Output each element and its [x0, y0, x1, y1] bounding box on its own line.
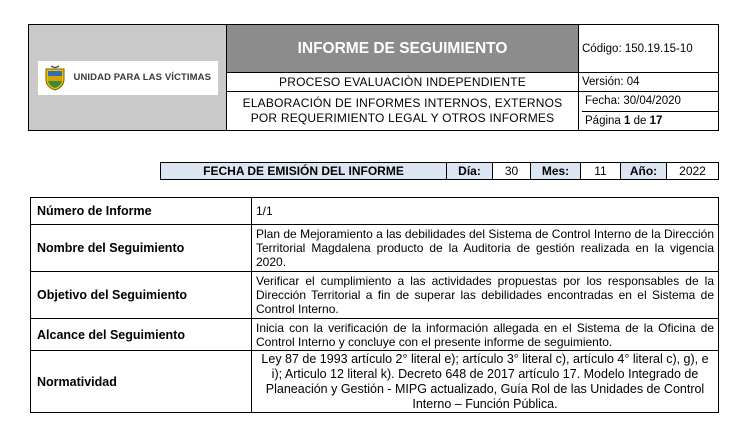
- row-value: Plan de Mejoramiento a las debilidades del Sistema de Control Interno de la Dirección Territorial Magdalena producto de la Auditoria de gestión realizada en la vigencia 2020.: [252, 225, 719, 272]
- table-row: [31, 351, 719, 413]
- row-key: Alcance del Seguimiento: [31, 319, 252, 351]
- table-row: [31, 272, 719, 319]
- elaboration-text: [227, 92, 579, 131]
- row-key: Número de Informe: [31, 198, 252, 225]
- code-value: 150.19.15-10: [624, 42, 693, 55]
- year-label: Año:: [621, 163, 667, 180]
- version-label: Versión:: [582, 76, 624, 88]
- table-row: [31, 319, 719, 351]
- emission-date-bar: [160, 162, 718, 180]
- row-value: Ley 87 de 1993 artículo 2° literal e); artículo 3° literal c), artículo 4° literal c), g), e i); Articulo 12 literal k). Decreto 648 de 2017 artículo 17. Modelo Integrado de Planeación y Gestión - MIPG actualizado, Guía Rol de las Unidades de Control Interno – Función Pública.: [252, 351, 719, 413]
- day-value: 30: [493, 163, 531, 180]
- unidad-victimas-logo: [38, 61, 218, 95]
- page-current: 1: [624, 115, 631, 127]
- document-header: [28, 24, 718, 128]
- emission-label: FECHA DE EMISIÓN DEL INFORME: [161, 163, 447, 180]
- coat-of-arms-icon: [44, 65, 66, 91]
- row-value: Inicia con la verificación de la información allegada en el Sistema de la Oficina de Control Interno y concluye con el presente informe de seguimiento.: [252, 319, 719, 351]
- date-value: 30/04/2020: [623, 95, 681, 107]
- version-value: 04: [626, 76, 640, 88]
- row-key: Nombre del Seguimiento: [31, 225, 252, 272]
- report-info-table: [30, 197, 718, 413]
- elaboration-line-2: POR REQUERIMIENTO LEGAL Y OTROS INFORMES: [250, 111, 555, 125]
- month-label: Mes:: [531, 163, 581, 180]
- date-page-cell: [579, 92, 719, 131]
- code-label: Código:: [582, 42, 622, 55]
- table-row: [31, 225, 719, 272]
- table-row: [31, 198, 719, 225]
- month-value: 11: [581, 163, 621, 180]
- page-row: [582, 112, 718, 130]
- document-title: INFORME DE SEGUIMIENTO: [227, 25, 579, 73]
- process-name: PROCESO EVALUACIÒN INDEPENDIENTE: [227, 73, 579, 92]
- logo-cell: [29, 25, 227, 131]
- elaboration-line-1: ELABORACIÓN DE INFORMES INTERNOS, EXTERNOS: [242, 96, 563, 110]
- row-value: 1/1: [252, 198, 719, 225]
- row-key: Normatividad: [31, 351, 252, 413]
- row-value: Verificar el cumplimiento a las actividades propuestas por los responsables de la Dirección Territorial a fin de superar las debilidades encontradas en el Sistema de Control Interno.: [252, 272, 719, 319]
- page-of: de: [633, 115, 647, 127]
- year-value: 2022: [667, 163, 719, 180]
- page-total: 17: [649, 115, 663, 127]
- row-key: Objetivo del Seguimiento: [31, 272, 252, 319]
- day-label: Día:: [447, 163, 493, 180]
- code-cell: [579, 25, 719, 73]
- logo-text: UNIDAD PARA LAS VÍCTIMAS: [73, 72, 212, 83]
- date-label: Fecha:: [585, 95, 621, 107]
- date-row: [582, 92, 718, 112]
- version-cell: [579, 73, 719, 92]
- page-label: Página: [585, 115, 621, 127]
